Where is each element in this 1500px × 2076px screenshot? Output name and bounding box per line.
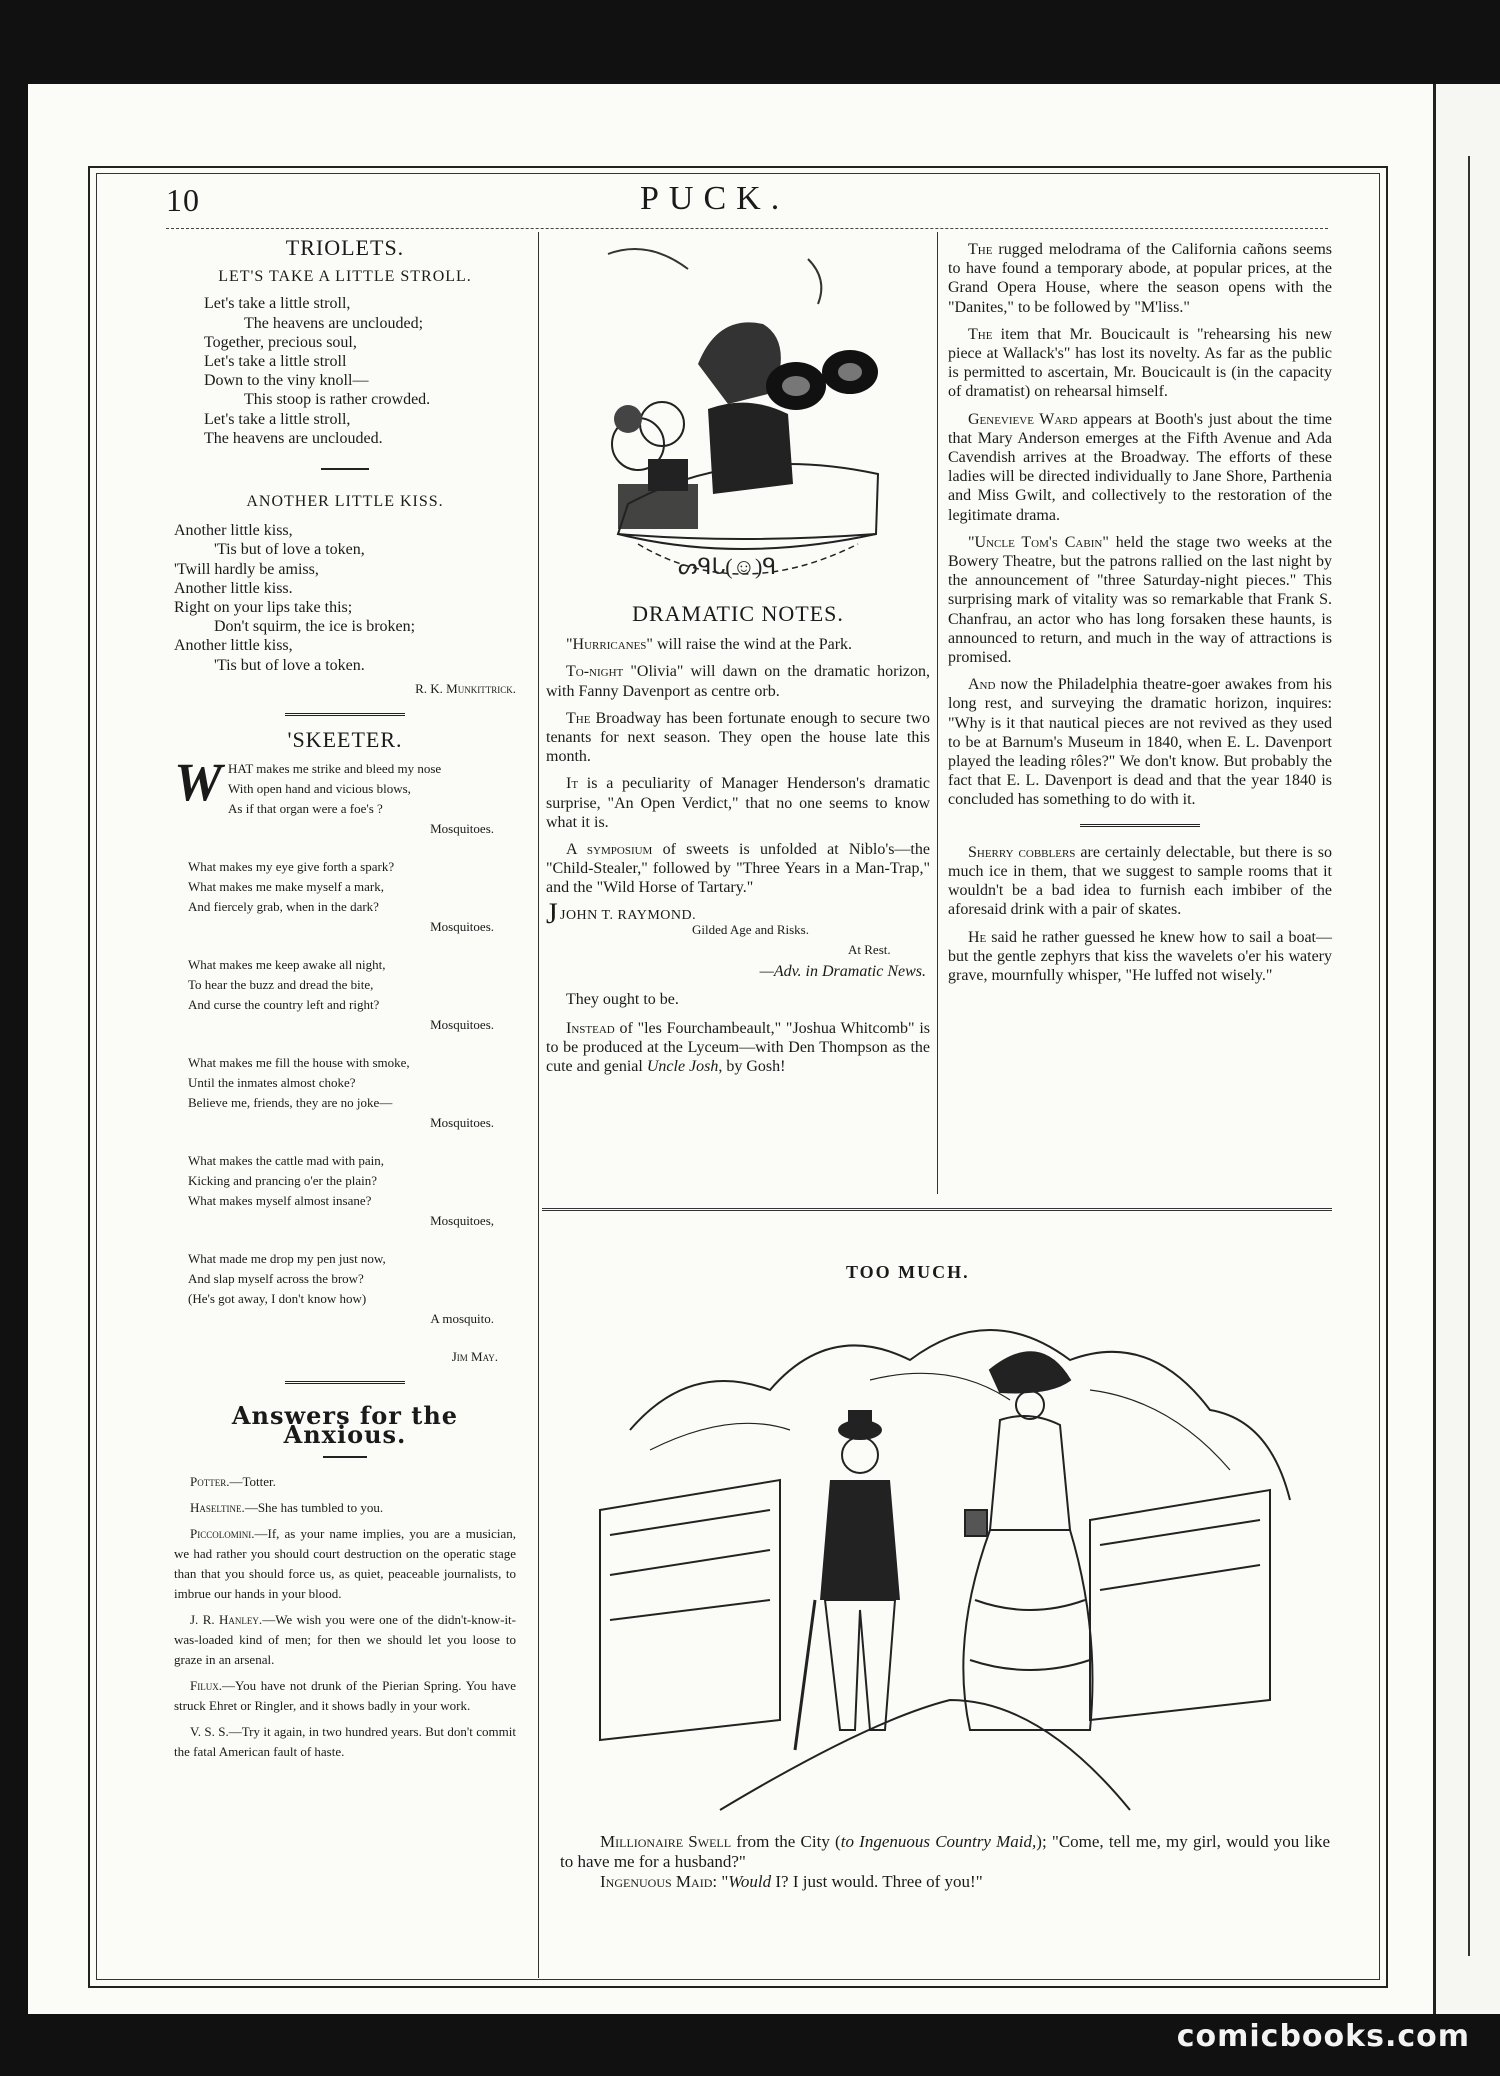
skeeter-author: Jim May. [451, 1349, 498, 1365]
lead-word: The [968, 325, 993, 343]
verse-line: As if that organ were a foe's ? [228, 801, 383, 817]
answer-text: —She has tumbled to you. [244, 1500, 384, 1516]
section-double-rule [285, 713, 405, 716]
col3-notes [948, 240, 1332, 810]
cartoon-title: TOO MUCH. [846, 1262, 970, 1282]
answer-item [174, 1722, 516, 1762]
maid-figure [963, 1352, 1092, 1730]
note-text: will raise the wind at the Park. [652, 636, 853, 654]
cartoon-divider [542, 1208, 1332, 1211]
caption-italic-1: to Ingenuous Country Maid, [840, 1832, 1037, 1851]
cartoon-illustration [570, 1300, 1330, 1820]
stanza-refrain: Mosquitoes. [430, 919, 494, 935]
masthead: PUCK. [640, 180, 790, 217]
answer-name: Potter. [190, 1474, 230, 1490]
verse-line: Right on your lips take this; [174, 599, 353, 617]
verse-line: What made me drop my pen just now, [188, 1251, 386, 1267]
section-rule [321, 468, 369, 470]
answer-name: Filux. [190, 1678, 222, 1694]
stanza [174, 955, 516, 1035]
swell-figure [795, 1410, 900, 1750]
dramatic-note [546, 840, 930, 898]
triolets-title: TRIOLETS. [285, 235, 405, 260]
verse-line: Let's take a little stroll, [204, 295, 351, 313]
stanza [174, 752, 516, 839]
note-text: Broadway has been fortunate enough to secure two tenants for next season. They open the house late this month. [546, 709, 930, 766]
verse-line: Another little kiss. [174, 579, 293, 597]
advert-source: —Adv. in Dramatic News. [759, 962, 926, 980]
svg-text:ᔕᑫᒐ(☺)ᑫ: ᔕᑫᒐ(☺)ᑫ [678, 554, 777, 579]
facing-page-rule [1468, 156, 1470, 1956]
verse-line: To hear the buzz and dread the bite, [188, 977, 374, 993]
verse-line: What makes me fill the house with smoke, [188, 1055, 410, 1071]
caption-italic-2: Would [728, 1872, 772, 1891]
stanza-refrain: Mosquitoes. [430, 1115, 494, 1131]
caption-quote: " [717, 1872, 729, 1891]
lead-word: He [968, 928, 987, 946]
caption-text-2: I? I just would. Three of you!" [771, 1872, 983, 1891]
lead-word: "Hurricanes" [566, 636, 653, 654]
verse-line: Kicking and prancing o'er the plain? [188, 1173, 377, 1189]
stanza [174, 1249, 516, 1329]
verse-line: HAT makes me strike and bleed my nose [228, 761, 442, 777]
column-divider-2 [937, 232, 938, 1194]
answers-list [174, 1472, 516, 1762]
answer-name: Piccolomini. [190, 1526, 255, 1542]
column-divider-1 [538, 232, 539, 1978]
column-right [948, 240, 1332, 993]
poem-kiss [174, 521, 516, 675]
stanza-refrain: Mosquitoes, [430, 1213, 494, 1229]
stanza-refrain: A mosquito. [430, 1311, 494, 1327]
note-text: are certainly delectable, but there is so much ice in them, that we suggest to sample rooms that it wouldn't be a bad idea to furnish each imbiber of the aforesaid drink with a pair of skates. [948, 843, 1333, 919]
dramatic-note [546, 635, 930, 654]
stanza-refrain: Mosquitoes. [430, 821, 494, 837]
site-watermark: comicbooks.com [1176, 2019, 1470, 2054]
answer-text: —Try it again, in two hundred years. But don't commit the fatal American fault of haste. [174, 1724, 516, 1760]
stanza [174, 857, 516, 937]
answer-item [174, 1524, 516, 1604]
answer-text: —You have not drunk of the Pierian Spring. You have struck Ehret or Ringler, and it shows badly in your work. [174, 1678, 516, 1714]
caption-speaker-1: Millionaire Swell [600, 1832, 732, 1851]
skeeter-poem [174, 752, 516, 1329]
verse-line: (He's got away, I don't know how) [188, 1291, 367, 1307]
caption-text-1b: ); "Come, tell me, my girl, would you like to have me for a husband?" [560, 1832, 1330, 1871]
answer-name: Haseltine. [190, 1500, 245, 1516]
page-number: 10 [166, 182, 200, 218]
verse-line: Don't squirm, the ice is broken; [214, 618, 416, 636]
verse-line: With open hand and vicious blows, [228, 781, 411, 797]
col3-notes-2 [948, 843, 1332, 985]
lead-word: "Uncle Tom's Cabin" [968, 533, 1109, 551]
note-paragraph [948, 928, 1332, 986]
verse-line: 'Tis but of love a token, [214, 541, 365, 559]
note-tail: , by Gosh! [718, 1058, 786, 1076]
answer-item [174, 1610, 516, 1670]
note-paragraph [948, 843, 1332, 920]
verse-line: What makes me keep awake all night, [188, 957, 386, 973]
note-text: appears at Booth's just about the time that Mary Anderson emerges at the Fifth Avenue and Ada Cavendish arrives at the Broadway. The efforts of these ladies will be directed individually to Jane Shore, Parthenia and Miss Gwilt, and collectively to the restoration of the legitimate drama. [948, 410, 1332, 524]
stanza-refrain: Mosquitoes. [430, 1017, 494, 1033]
verse-line: What makes the cattle mad with pain, [188, 1153, 385, 1169]
poem-author: R. K. Munkittrick. [415, 680, 516, 696]
verse-line: Together, precious soul, [204, 333, 357, 351]
lead-word: Sherry cobblers [968, 843, 1076, 861]
answers-rule [323, 1456, 367, 1458]
verse-line: The heavens are unclouded. [204, 429, 383, 447]
note-paragraph [948, 240, 1332, 317]
verse-line: What makes me make myself a mark, [188, 879, 385, 895]
verse-line: 'Twill hardly be amiss, [174, 560, 319, 578]
verse-line: Let's take a little stroll, [204, 410, 351, 428]
lead-word: The [968, 241, 993, 258]
caption-speaker-2: Ingenuous Maid: [600, 1872, 718, 1891]
lead-word: To-night [566, 663, 624, 681]
answers-title: Answers for the Anxious. [231, 1401, 459, 1450]
stanza [174, 1053, 516, 1133]
verse-line: Let's take a little stroll [204, 353, 347, 371]
verse-line: Until the inmates almost choke? [188, 1075, 356, 1091]
lead-word: Genevieve Ward [968, 410, 1078, 428]
advert-name: JOHN T. RAYMOND. [560, 907, 697, 923]
skeeter-title: 'SKEETER. [287, 726, 403, 752]
note-text: of sweets is unfolded at Niblo's—the "Child-Stealer," followed by "Three Years in a Man-Trap," and the "Wild Horse of Tartary." [546, 841, 930, 897]
lead-word: Instead [566, 1019, 615, 1037]
answer-item [174, 1498, 516, 1518]
note-text: rugged melodrama of the California cañons seems to have found a temporary abode, at popular prices, at the Grand Opera House, where the season opens with the "Danites," to be followed by "M'liss." [948, 241, 1332, 316]
answer-name: J. R. Hanley. [190, 1612, 263, 1628]
note-text: item that Mr. Boucicault is "rehearsing his new piece at Wallack's" has lost its novelty. As far as the public is permitted to ascertain, Mr. Boucicault is (in the capacity of dramatist) on rehearsal himself. [948, 325, 1332, 401]
note-text: "Olivia" will dawn on the dramatic horizon, with Fanny Davenport as centre orb. [546, 663, 930, 700]
note-text: is a peculiarity of Manager Henderson's dramatic surprise, "An Open Verdict," that no one seems to know what it is. [546, 775, 930, 831]
caption-text-1: from the City ( [731, 1832, 841, 1851]
dramatic-note [546, 709, 930, 767]
header-rule [166, 228, 1328, 229]
note-text: of "les Fourchambeault," "Joshua Whitcomb" is to be produced at the Lyceum—with Den Thompson as the cute and genial [546, 1019, 930, 1076]
verse-line: Believe me, friends, they are no joke— [188, 1095, 393, 1111]
verse-line: This stoop is rather crowded. [244, 391, 431, 409]
answer-text: —If, as your name implies, you are a musician, we had rather you should court destruction on the operatic stage than that you should force us, as quiet, peaceable journalists, to imbrue our hands in your blood. [174, 1526, 516, 1602]
verse-line: And fiercely grab, when in the dark? [188, 899, 379, 915]
note-text: said he rather guessed he knew how to sail a boat—but the gentle zephyrs that kiss the wavelets o'er his watery grave, mournfully whisper, "He luffed not wisely." [948, 928, 1332, 984]
note-italic: Uncle Josh [646, 1058, 719, 1076]
verse-line: Down to the viny knoll— [204, 372, 369, 390]
column-left [174, 236, 516, 1768]
lead-word: And [968, 676, 996, 694]
lead-word: The [566, 709, 591, 727]
lead-word: It [566, 775, 579, 793]
note-paragraph [948, 410, 1332, 525]
raymond-advert: J JOHN T. RAYMOND. Gilded Age and Risks. At Rest. —Adv. in Dramatic News. [546, 896, 926, 980]
lead-word: A symposium [566, 841, 653, 859]
note-paragraph [948, 675, 1332, 809]
section-double-rule-2 [285, 1381, 405, 1384]
answer-name: V. S. S. [190, 1724, 229, 1740]
facing-page-edge [1433, 84, 1500, 2014]
advert-line-2: At Rest. [848, 941, 891, 957]
column-middle [546, 236, 930, 1076]
verse-line: Another little kiss, [174, 637, 293, 655]
verse-line: What makes myself almost insane? [188, 1193, 372, 1209]
note-paragraph [948, 533, 1332, 667]
answer-text: —We wish you were one of the didn't-know-it-was-loaded kind of men; for then we should let you loose to graze in an arsenal. [174, 1612, 516, 1668]
cartoon-caption [560, 1832, 1330, 1892]
note-paragraph [948, 325, 1332, 402]
poem-title-stroll: LET'S TAKE A LITTLE STROLL. [218, 268, 472, 286]
note-text: now the Philadelphia theatre-goer awakes from his long rest, and surveying the dramatic horizon, inquires: "Why is it that nautical pieces are not revived as they used to be at Barnum's Museum in 1840, when E. L. Davenport played the leading rôles?" We don't know. But probably the fact that E. L. Davenport is dead and that the year 1840 is concluded has something to do with it. [948, 676, 1332, 809]
dramatic-note [546, 662, 930, 700]
spyglass-illustration [588, 244, 888, 594]
poem-stroll [174, 294, 516, 448]
answer-item [174, 1676, 516, 1716]
note-text: held the stage two weeks at the Bowery Theatre, but the patrons rallied on the last night by the announcement of "three Saturday-night pieces." This surprising mark of vitality was so remarkable that Frank S. Chanfrau, an actor who has long forsaken these haunts, is announced to return, and much in the way of attractions is promised. [948, 533, 1333, 667]
verse-line: 'Tis but of love a token. [214, 656, 365, 674]
dramatic-notes-body [546, 635, 930, 897]
poem-title-kiss: ANOTHER LITTLE KISS. [246, 493, 444, 511]
dramatic-note [546, 774, 930, 832]
dramatic-notes-title: DRAMATIC NOTES. [632, 601, 844, 626]
answer-text: —Totter. [229, 1474, 276, 1490]
verse-line: The heavens are unclouded; [244, 314, 424, 332]
advert-line-1: Gilded Age and Risks. [692, 921, 809, 937]
verse-line: And slap myself across the brow? [188, 1271, 364, 1287]
dramatic-note-last [546, 1019, 930, 1077]
after-advert: They ought to be. [566, 990, 679, 1008]
answer-item [174, 1472, 516, 1492]
verse-line: Another little kiss, [174, 522, 293, 540]
verse-line: What makes my eye give forth a spark? [188, 859, 395, 875]
drop-cap: W [174, 752, 223, 813]
stanza [174, 1151, 516, 1231]
col3-double-rule [1080, 824, 1200, 827]
verse-line: And curse the country left and right? [188, 997, 380, 1013]
